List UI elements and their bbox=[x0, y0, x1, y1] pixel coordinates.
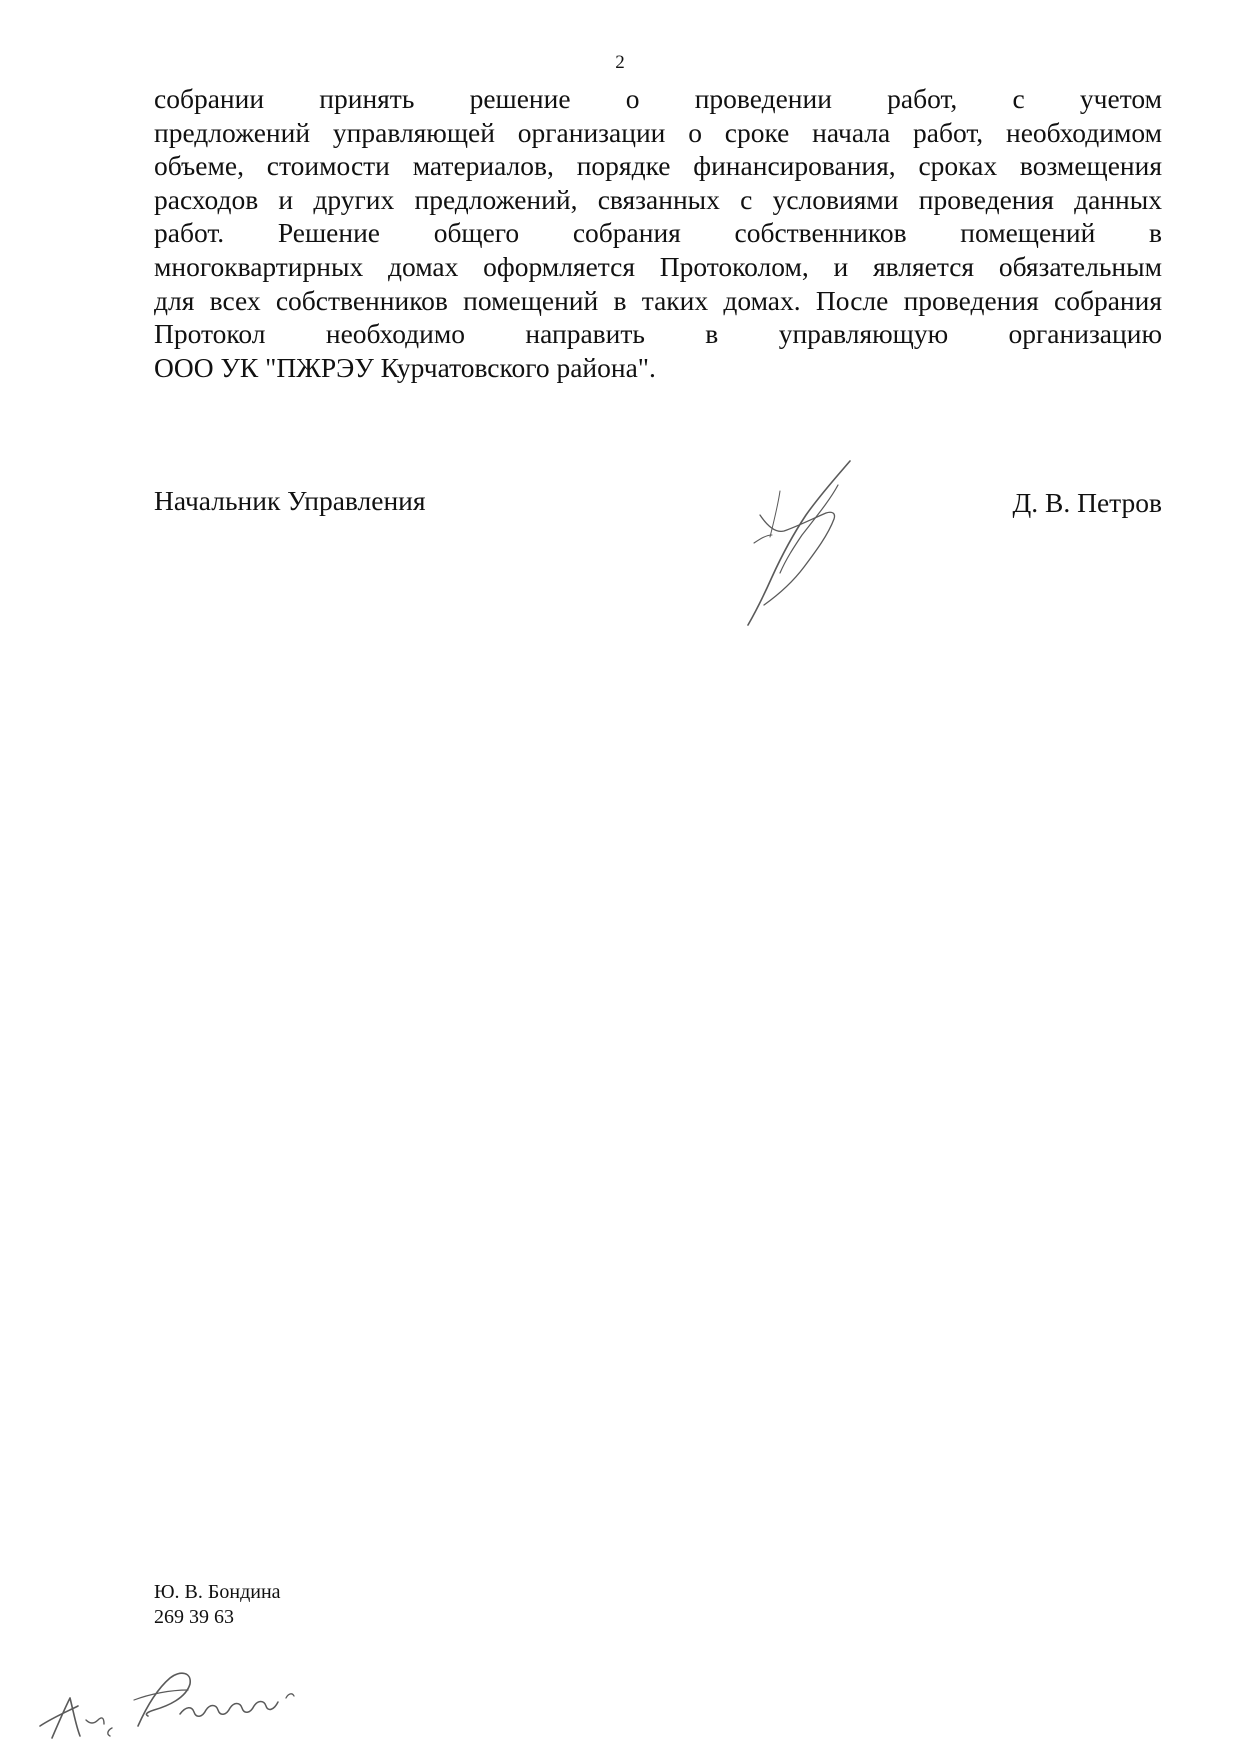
signer-position: Начальник Управления bbox=[154, 485, 426, 516]
body-line-5: работ. Решение общего собрания собственников помещений в bbox=[154, 217, 1162, 249]
signature-block bbox=[154, 484, 1162, 524]
body-line-9: ООО УК "ПЖРЭУ Курчатовского района". bbox=[154, 351, 656, 383]
body-line-1: собрании принять решение о проведении работ, с учетом bbox=[154, 83, 1162, 114]
body-line-3: объеме, стоимости материалов, порядке финансирования, сроках возмещения bbox=[154, 150, 1162, 182]
body-line-4: расходов и других предложений, связанных с условиями проведения данных bbox=[154, 183, 1162, 215]
page-number: 2 bbox=[615, 52, 625, 73]
body-line-8: Протокол необходимо направить в управляющую организацию bbox=[154, 318, 1162, 350]
body-line-2: предложений управляющей организации о сроке начала работ, необходимом bbox=[154, 116, 1162, 148]
letter-body bbox=[154, 82, 1162, 384]
handwritten-signature-icon bbox=[720, 455, 880, 630]
body-line-6: многоквартирных домах оформляется Протоколом, и является обязательным bbox=[154, 250, 1162, 282]
signer-name: Д. В. Петров bbox=[1012, 487, 1162, 518]
handwritten-visa-icon bbox=[30, 1654, 330, 1744]
executor-info bbox=[154, 1580, 281, 1630]
executor-phone: 269 39 63 bbox=[154, 1606, 234, 1628]
executor-name: Ю. В. Бондина bbox=[154, 1581, 281, 1603]
body-line-7: для всех собственников помещений в таких домах. После проведения собрания bbox=[154, 284, 1162, 316]
